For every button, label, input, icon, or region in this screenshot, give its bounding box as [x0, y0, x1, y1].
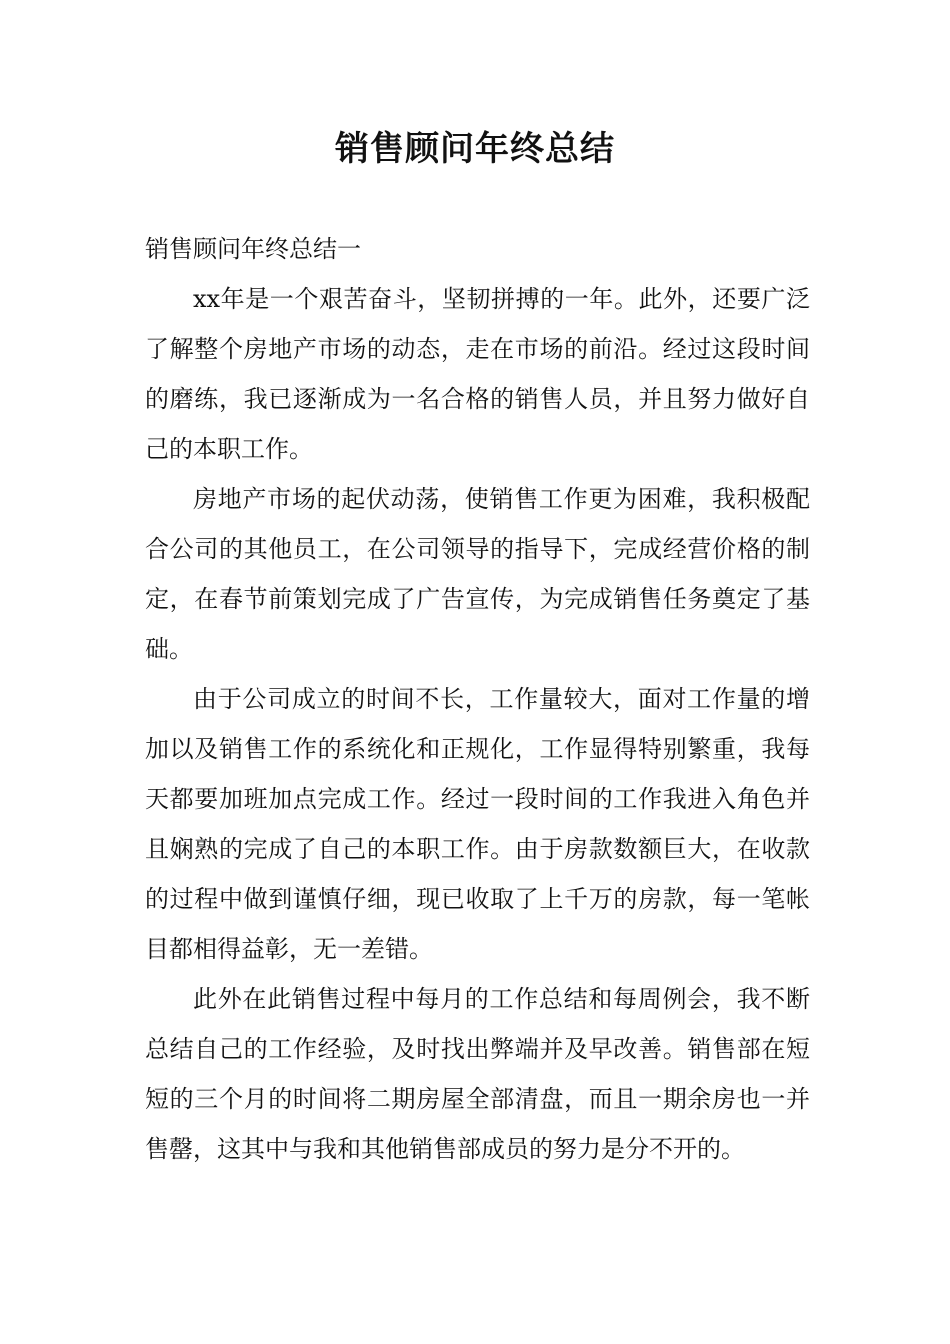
- body-paragraph-4: 此外在此销售过程中每月的工作总结和每周例会，我不断总结自己的工作经验，及时找出弊端并及早改善。销售部在短短的三个月的时间将二期房屋全部清盘，而且一期余房也一并售罄，这其中与我和其他销售部成员的努力是分不开的。: [145, 985, 810, 1163]
- document-title: 销售顾问年终总结: [335, 129, 615, 169]
- document-body: [145, 224, 810, 1174]
- body-paragraph-1: xx年是一个艰苦奋斗，坚韧拼搏的一年。此外，还要广泛了解整个房地产市场的动态，走在市场的前沿。经过这段时间的磨练，我已逐渐成为一名合格的销售人员，并且努力做好自己的本职工作。: [145, 285, 810, 463]
- section-subheading: 销售顾问年终总结一: [145, 235, 361, 263]
- body-paragraph-2: 房地产市场的起伏动荡，使销售工作更为困难，我积极配合公司的其他员工，在公司领导的指导下，完成经营价格的制定，在春节前策划完成了广告宣传，为完成销售任务奠定了基础。: [145, 485, 810, 663]
- body-paragraph-3: 由于公司成立的时间不长，工作量较大，面对工作量的增加以及销售工作的系统化和正规化，工作显得特别繁重，我每天都要加班加点完成工作。经过一段时间的工作我进入角色并且娴熟的完成了自己的本职工作。由于房款数额巨大，在收款的过程中做到谨慎仔细，现已收取了上千万的房款，每一笔帐目都相得益彰，无一差错。: [145, 685, 810, 963]
